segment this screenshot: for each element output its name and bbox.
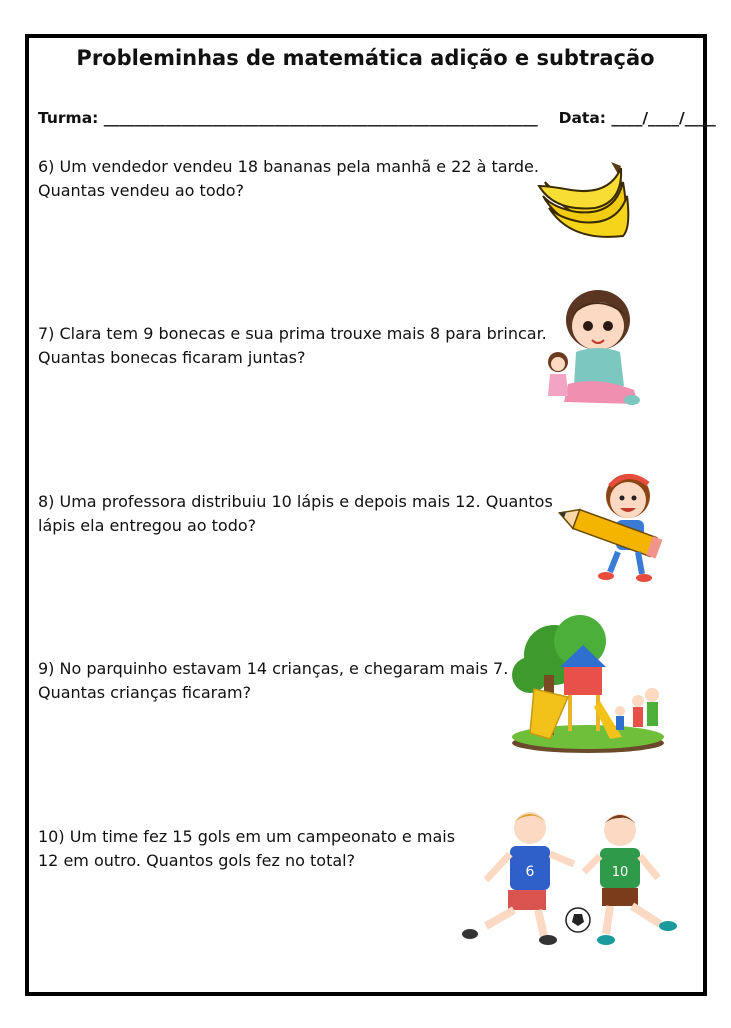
question-9 — [38, 657, 508, 705]
question-10 — [38, 825, 455, 873]
playground-icon — [510, 615, 666, 757]
soccer-players-icon — [460, 808, 684, 950]
question-8-line2: lápis ela entregou ao todo? — [38, 516, 257, 535]
question-6-line1: 6) Um vendedor vendeu 18 bananas pela manhã e 22 à tarde. — [38, 157, 539, 176]
question-6 — [38, 155, 539, 203]
jersey-number-6: 6 — [525, 864, 535, 880]
jersey-number-10: 10 — [611, 865, 629, 880]
question-8-line1: 8) Uma professora distribuiu 10 lápis e depois mais 12. Quantos — [38, 492, 553, 511]
question-6-line2: Quantas vendeu ao todo? — [38, 181, 245, 200]
bananas-icon — [535, 152, 635, 240]
question-9-line1: 9) No parquinho estavam 14 crianças, e chegaram mais 7. — [38, 659, 509, 678]
question-7-line1: 7) Clara tem 9 bonecas e sua prima trouxe mais 8 para brincar. — [38, 324, 547, 343]
header-fields — [38, 109, 716, 127]
page-title: Probleminhas de matemática adição e subtração — [76, 46, 655, 70]
girl-with-doll-icon — [536, 286, 642, 410]
question-10-line2: 12 em outro. Quantos gols fez no total? — [38, 851, 356, 870]
turma-field[interactable]: Turma: ________________________________________________________ — [38, 109, 538, 127]
girl-with-pencil-icon — [556, 468, 668, 588]
question-8 — [38, 490, 553, 538]
question-9-line2: Quantas crianças ficaram? — [38, 683, 252, 702]
question-7 — [38, 322, 547, 370]
data-field[interactable]: Data: ____/____/____ — [558, 109, 716, 127]
question-10-line1: 10) Um time fez 15 gols em um campeonato e mais — [38, 827, 456, 846]
question-7-line2: Quantas bonecas ficaram juntas? — [38, 348, 306, 367]
